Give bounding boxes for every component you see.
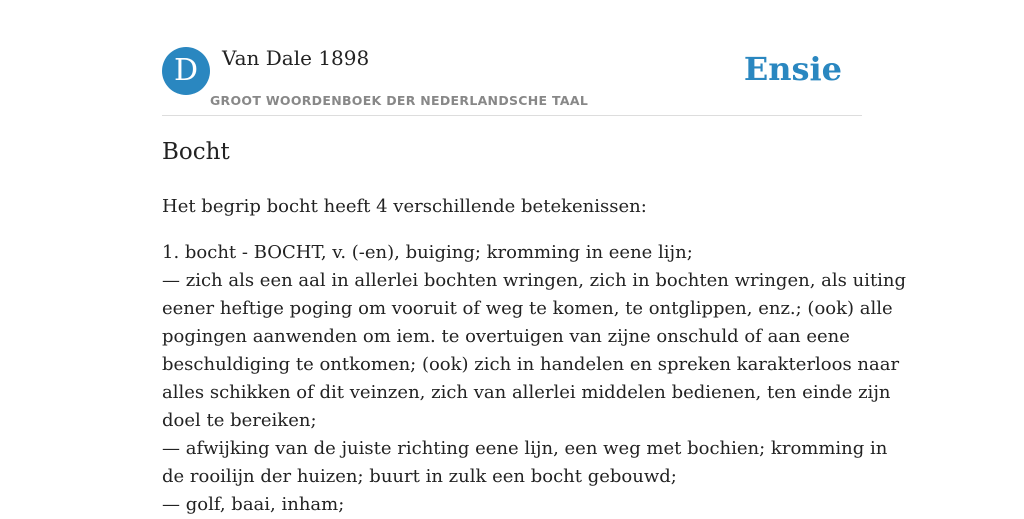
definition-line: beschuldiging te ontkomen; (ook) zich in handelen en spreken karakterloos naar — [162, 354, 900, 375]
definition-line: — golf, baai, inham; — [162, 494, 345, 515]
definition-line: eener heftige poging om vooruit of weg te komen, te ontglippen, enz.; (ook) alle — [162, 298, 893, 319]
entry-intro: Het begrip bocht heeft 4 verschillende betekenissen: — [162, 196, 647, 217]
definition-line: pogingen aanwenden om iem. te overtuigen van zijne onschuld of aan eene — [162, 326, 850, 347]
definition-line: 1. bocht - BOCHT, v. (-en), buiging; kromming in eene lijn; — [162, 242, 693, 263]
brand-logo[interactable]: Ensie — [743, 50, 842, 88]
page-title: Bocht — [162, 139, 230, 165]
header — [162, 0, 862, 116]
definition-line: de rooilijn der huizen; buurt in zulk een bocht gebouwd; — [162, 466, 677, 487]
dictionary-title[interactable]: Van Dale 1898 — [222, 46, 370, 70]
dictionary-logo[interactable]: D — [162, 47, 210, 95]
page — [162, 0, 907, 515]
definition-line: — afwijking van de juiste richting eene lijn, een weg met bochien; kromming in — [162, 438, 888, 459]
definition-text — [162, 239, 907, 519]
dictionary-subtitle: GROOT WOORDENBOEK DER NEDERLANDSCHE TAAL — [210, 93, 589, 108]
definition-line: alles schikken of dit veinzen, zich van allerlei middelen bedienen, ten einde zijn — [162, 382, 891, 403]
definition-line: — zich als een aal in allerlei bochten wringen, zich in bochten wringen, als uiting — [162, 270, 907, 291]
definition-line: doel te bereiken; — [162, 410, 317, 431]
